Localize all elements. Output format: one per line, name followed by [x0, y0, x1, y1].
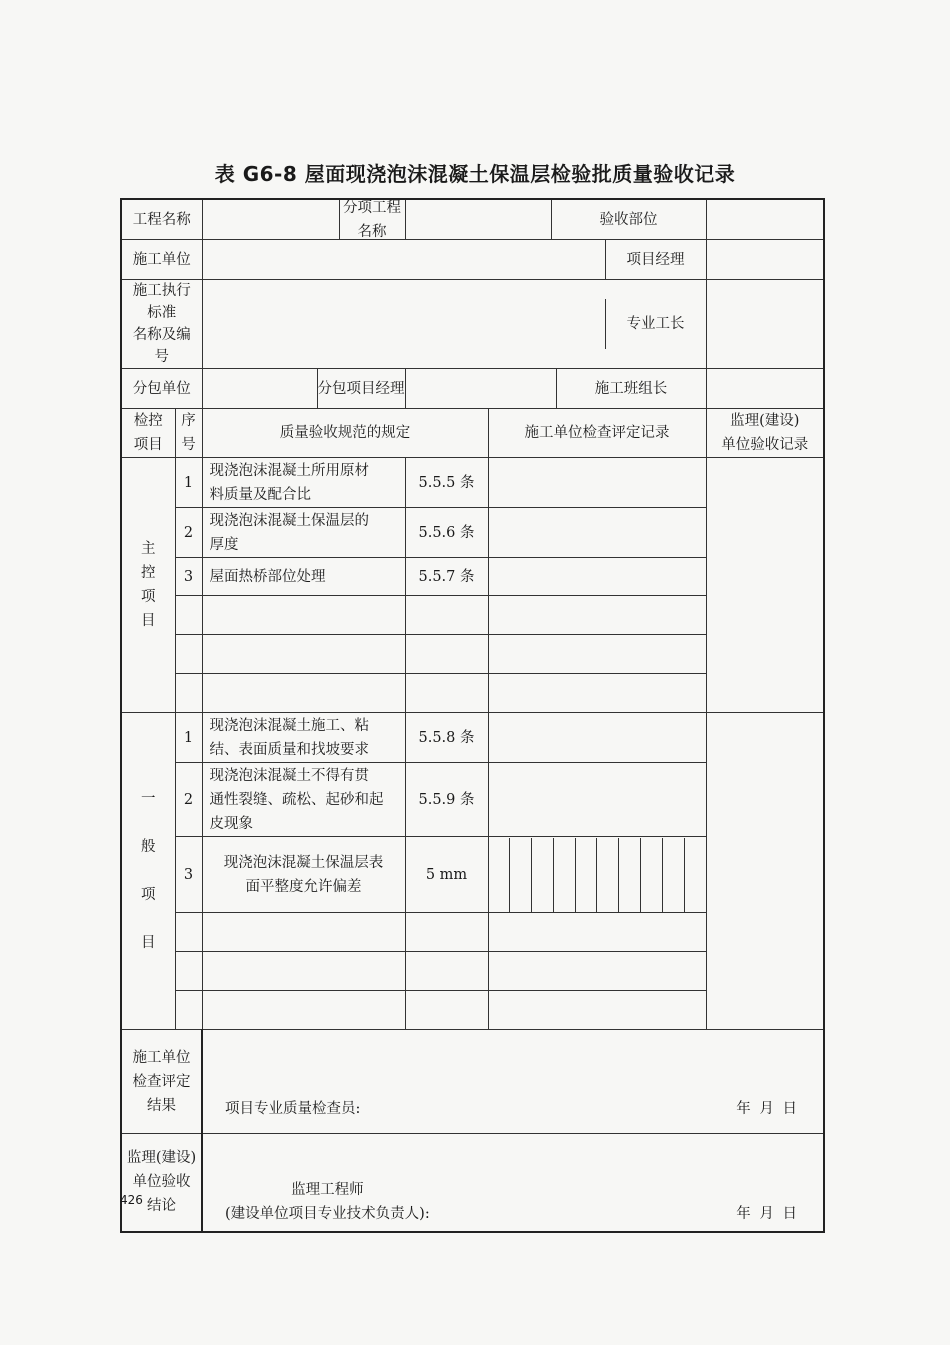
general-clause-1: 5.5.8 条 [405, 713, 488, 763]
construction-result-label-line1: 施工单位 [132, 1049, 191, 1066]
engineer-label-line2: (建设单位项目专业技术负责人): [225, 1206, 430, 1223]
general-char-3: 项 [141, 887, 156, 903]
deviation-cell[interactable] [532, 838, 554, 912]
main-control-check-2[interactable] [488, 508, 706, 558]
check-record-header: 施工单位检查评定记录 [488, 409, 706, 458]
sub-project-name-label: 分项工程名称 [343, 199, 401, 240]
main-control-check-1[interactable] [488, 458, 706, 508]
subcontract-unit-field[interactable] [203, 369, 318, 408]
general-item-1-line1: 现浇泡沫混凝土施工、粘 [209, 717, 369, 734]
header-row-4 [121, 369, 824, 409]
main-control-clause-2: 5.5.6 条 [405, 508, 488, 558]
acceptance-part-field[interactable] [706, 199, 824, 240]
team-leader-field[interactable] [706, 369, 824, 409]
main-control-seq-2: 2 [175, 508, 202, 558]
main-control-item-1-line2: 料质量及配合比 [209, 486, 311, 503]
subcontract-unit-label: 分包单位 [121, 369, 202, 409]
spec-header: 质量验收规范的规定 [202, 409, 488, 458]
deviation-cell[interactable] [510, 838, 532, 912]
general-item-2-line3: 皮现象 [209, 815, 253, 832]
deviation-measure-grid [488, 837, 706, 913]
general-char-2: 般 [141, 839, 156, 855]
construction-result-date: 年 月 日 [736, 1100, 799, 1117]
deviation-cell[interactable] [576, 838, 598, 912]
item-type-header-line1: 检控 [133, 413, 163, 429]
main-control-clause-1: 5.5.5 条 [405, 458, 488, 508]
main-control-supervision-record[interactable] [706, 458, 824, 713]
supervision-header-line1: 监理(建设) [730, 413, 800, 429]
engineer-label-line1: 监理工程师 [291, 1182, 364, 1199]
main-control-clause-3: 5.5.7 条 [405, 558, 488, 596]
supervision-result-label-line1: 监理(建设) [126, 1150, 197, 1167]
general-item-3-line2: 面平整度允许偏差 [245, 878, 362, 895]
main-control-char-4: 目 [141, 613, 156, 629]
general-item-1-line2: 结、表面质量和找坡要求 [209, 741, 369, 758]
general-check-2[interactable] [488, 763, 706, 837]
quality-inspector-label: 项目专业质量检查员: [225, 1100, 361, 1117]
professional-foreman-field[interactable] [706, 280, 824, 369]
seq-header-line1: 序 [181, 413, 196, 429]
main-control-item-1-line1: 现浇泡沫混凝土所用原材 [209, 462, 369, 479]
supervision-result-label-line2: 单位验收结论 [132, 1174, 191, 1215]
deviation-cell[interactable] [641, 838, 663, 912]
sub-project-name-field[interactable] [406, 200, 552, 239]
subcontract-manager-label: 分包项目经理 [317, 380, 405, 397]
general-item-2-line2: 通性裂缝、疏松、起砂和起 [209, 791, 384, 808]
deviation-cell[interactable] [554, 838, 576, 912]
deviation-cell[interactable] [663, 838, 685, 912]
acceptance-part-label: 验收部位 [599, 211, 658, 228]
project-name-value[interactable] [202, 199, 405, 240]
deviation-cell[interactable] [597, 838, 619, 912]
standard-label-line1: 施工执行标准 [132, 283, 191, 321]
main-control-item-2-line1: 现浇泡沫混凝土保温层的 [209, 512, 369, 529]
construction-result-field[interactable] [202, 1030, 824, 1134]
general-item-2-line1: 现浇泡沫混凝土不得有贯 [209, 767, 369, 784]
main-control-item-3-line1: 屋面热桥部位处理 [202, 558, 405, 596]
seq-header-line2: 号 [181, 437, 196, 453]
main-control-char-3: 项 [141, 589, 156, 605]
construction-unit-field[interactable] [203, 240, 606, 279]
construction-unit-label: 施工单位 [121, 240, 202, 280]
general-check-1[interactable] [488, 713, 706, 763]
standard-field[interactable] [203, 299, 606, 349]
item-type-header-line2: 项目 [133, 437, 163, 453]
supervision-result-field[interactable] [202, 1134, 824, 1232]
main-control-check-3[interactable] [488, 558, 706, 596]
general-char-4: 目 [141, 935, 156, 951]
acceptance-record-table [120, 198, 825, 1233]
supervision-result-row [121, 1134, 824, 1232]
general-seq-3: 3 [175, 837, 202, 913]
general-seq-2: 2 [175, 763, 202, 837]
header-row-3 [121, 280, 824, 369]
supervision-result-date: 年 月 日 [736, 1206, 799, 1223]
project-manager-label: 项目经理 [626, 251, 685, 268]
construction-result-label-line2: 检查评定结果 [132, 1073, 191, 1114]
main-control-row-1 [121, 458, 824, 508]
subcontract-manager-field[interactable] [406, 369, 557, 408]
main-control-item-2-line2: 厚度 [209, 536, 239, 553]
deviation-cell[interactable] [685, 838, 706, 912]
professional-foreman-label: 专业工长 [626, 316, 685, 332]
main-control-seq-1: 1 [175, 458, 202, 508]
supervision-header-line2: 单位验收记录 [721, 437, 809, 453]
general-item-3-line1: 现浇泡沫混凝土保温层表 [223, 854, 384, 871]
deviation-cell[interactable] [489, 838, 511, 912]
main-control-char-2: 控 [141, 565, 156, 581]
standard-label-line2: 名称及编号 [132, 327, 191, 365]
general-clause-3: 5 mm [405, 837, 488, 913]
general-supervision-record[interactable] [706, 713, 824, 1030]
header-row-2 [121, 240, 824, 280]
deviation-cell[interactable] [619, 838, 641, 912]
main-control-seq-3: 3 [175, 558, 202, 596]
column-header-row [121, 409, 824, 458]
main-control-char-1: 主 [141, 541, 156, 557]
general-char-1: 一 [141, 791, 156, 807]
general-clause-2: 5.5.9 条 [405, 763, 488, 837]
construction-result-row [121, 1030, 824, 1134]
page-number: 426 [120, 1193, 143, 1207]
main-control-label [121, 458, 175, 713]
team-leader-label: 施工班组长 [594, 380, 668, 397]
general-row-1 [121, 713, 824, 763]
header-row-1 [121, 199, 824, 240]
project-name-label: 工程名称 [121, 199, 202, 240]
project-manager-field[interactable] [706, 240, 824, 280]
general-label [121, 713, 175, 1030]
form-title: 表 G6-8 屋面现浇泡沫混凝土保温层检验批质量验收记录 [214, 162, 736, 186]
general-seq-1: 1 [175, 713, 202, 763]
project-name-field[interactable] [203, 200, 340, 239]
